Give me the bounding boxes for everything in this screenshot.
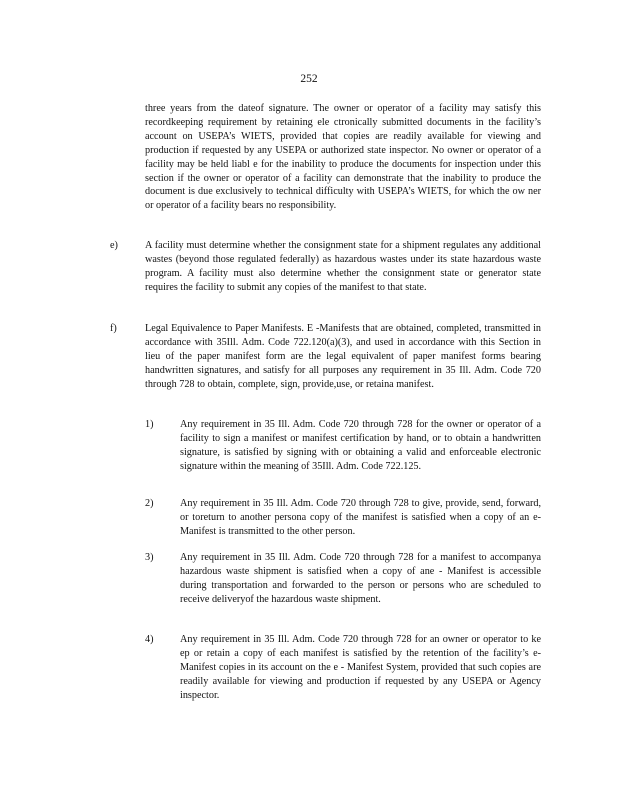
paragraph-2-text: Any requirement in 35 Ill. Adm. Code 720 through 728 to give, provide, send, forward, or toreturn to another persona copy of the manifest is satisfied when a copy of an e-Manifest is transmitted to the other person. (180, 498, 541, 537)
subsection-f-text: Legal Equivalence to Paper Manifests. E -Manifests that are obtained, completed, transmitted in accordance with 35Ill. Adm. Code 722.120(a)(3), and used in accordance with this Section in lieu of the paper manifest form are the legal equivalent of paper manifest forms bearing handwritten signatures, and satisfy for all purposes any requirement in 35 Ill. Adm. Code 720 through 728 to obtain, complete, sign, provide,use, or retaina manifest. (145, 323, 541, 390)
subsection-f-label: f) (110, 323, 117, 334)
paragraph-3-text: Any requirement in 35 Ill. Adm. Code 720 through 728 for a manifest to accompanya hazardous waste shipment is satisfied when a copy of ane - Manifest is accessible during transportation and forwarded to the person or persons who are scheduled to receive deliveryof the hazardous waste shipment. (180, 552, 541, 605)
subsection-e-text: A facility must determine whether the consignment state for a shipment regulates any additional wastes (beyond those regulated federally) as hazardous wastes under its state hazardous waste program. A facility must also determine whether the consignment state or generator state requires the facility to submit any copies of the manifest to that state. (145, 240, 541, 293)
paragraph-1-label: 1) (145, 419, 154, 430)
subsection-e-label: e) (110, 240, 118, 251)
paragraph-2-label: 2) (145, 498, 154, 509)
continued-paragraph: three years from the dateof signature. The owner or operator of a facility may satisfy this recordkeeping requirement by retaining ele ctronically submitted documents in the facility’s account on USEPA’s WIETS, provided that copies are readily available for viewing and production if requested by any USEPA or authorized state inspector. No owner or operator of a facility may be held liabl e for the inability to produce the documents for inspection under this section if the owner or operator of a facility can demonstrate that the inability to produce the document is due exclusively to technical difficulty with USEPA’s WIETS, for which the ow ner or operator of a facility bears no responsibility. (145, 103, 541, 212)
paragraph-4-label: 4) (145, 634, 154, 645)
paragraph-1-text: Any requirement in 35 Ill. Adm. Code 720 through 728 for the owner or operator of a facility to sign a manifest or manifest certification by hand, or to obtain a handwritten signature, is satisfied by signing with or obtaining a valid and enforceable electronic signature within the meaning of 35Ill. Adm. Code 722.125. (180, 419, 541, 472)
page-number: 252 (300, 73, 318, 85)
paragraph-4-text: Any requirement in 35 Ill. Adm. Code 720 through 728 for an owner or operator to ke ep or retain a copy of each manifest is satisfied by the retention of the facility’s e-Manifest copies in its account on the e - Manifest System, provided that such copies are readily available for viewing and production if requested by any USEPA or Agency inspector. (180, 634, 541, 701)
paragraph-3-label: 3) (145, 552, 154, 563)
